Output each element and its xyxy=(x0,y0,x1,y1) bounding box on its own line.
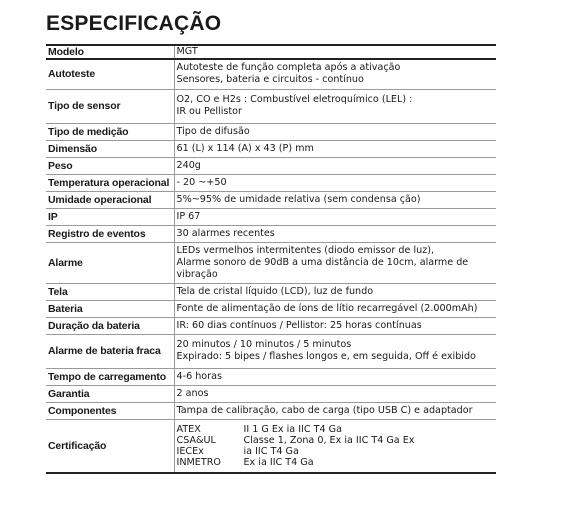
certification-list xyxy=(174,419,496,473)
spec-value-line: IP 67 xyxy=(176,210,201,222)
spec-value-line: 30 alarmes recentes xyxy=(176,227,275,239)
spec-value xyxy=(174,368,496,385)
spec-label: Bateria xyxy=(48,302,83,315)
spec-table-body xyxy=(46,45,496,473)
spec-value-line: MGT xyxy=(176,46,198,57)
spec-value-line: Tela de cristal líquido (LCD), luz de fundo xyxy=(176,285,374,297)
spec-row xyxy=(46,225,496,242)
certification-marking: Classe 1, Zona 0, Ex ia IIC T4 Ga Ex xyxy=(243,434,415,446)
spec-value xyxy=(174,89,496,123)
spec-value xyxy=(174,283,496,300)
spec-value-line: O2, CO e H2s : Combustível eletroquímico (LEL) : xyxy=(176,94,413,105)
spec-label: Garantia xyxy=(48,387,90,400)
spec-label: Tipo de medição xyxy=(48,125,129,138)
certification-body: IECEx xyxy=(176,445,204,457)
page-title: ESPECIFICAÇÃO xyxy=(46,12,222,35)
spec-value-line: - 20 ~+50 xyxy=(176,176,227,188)
spec-row xyxy=(46,59,496,89)
certification-body: INMETRO xyxy=(176,456,221,468)
spec-row xyxy=(46,208,496,225)
spec-label: Dimensão xyxy=(48,142,97,155)
spec-label: Certificação xyxy=(48,439,107,452)
spec-row-certification xyxy=(46,419,496,473)
certification-body: ATEX xyxy=(176,423,201,435)
spec-label: Autoteste xyxy=(48,68,96,81)
spec-label: Registro de eventos xyxy=(48,227,146,240)
spec-label: Duração da bateria xyxy=(48,319,140,332)
spec-label: Alarme xyxy=(48,256,83,269)
spec-value xyxy=(174,157,496,174)
spec-value-line: 240g xyxy=(176,159,201,171)
certification-body: CSA&UL xyxy=(176,434,216,446)
spec-value-line: 5%~95% de umidade relativa (sem condensa ção) xyxy=(176,193,421,205)
spec-row xyxy=(46,334,496,368)
spec-value xyxy=(174,317,496,334)
spec-value xyxy=(174,174,496,191)
spec-label: Temperatura operacional xyxy=(48,176,170,189)
certification-marking: ia IIC T4 Ga xyxy=(243,445,299,457)
spec-value xyxy=(174,191,496,208)
spec-value xyxy=(174,45,496,59)
spec-row xyxy=(46,45,496,59)
certification-marking: Ex ia IIC T4 Ga xyxy=(243,456,314,468)
spec-label: Umidade operacional xyxy=(48,193,152,206)
spec-value-line: 20 minutos / 10 minutos / 5 minutos xyxy=(176,339,352,350)
spec-value-line: 4-6 horas xyxy=(176,370,222,382)
spec-label: Modelo xyxy=(48,46,84,58)
spec-value xyxy=(174,385,496,402)
spec-value-line: 61 (L) x 114 (A) x 43 (P) mm xyxy=(176,142,314,154)
spec-label: Tela xyxy=(48,285,68,298)
spec-row xyxy=(46,242,496,283)
spec-row xyxy=(46,89,496,123)
spec-value xyxy=(174,123,496,140)
spec-row xyxy=(46,385,496,402)
spec-row xyxy=(46,317,496,334)
spec-row xyxy=(46,140,496,157)
spec-value xyxy=(174,59,496,89)
spec-value xyxy=(174,208,496,225)
spec-row xyxy=(46,402,496,419)
spec-value-line: Expirado: 5 bipes / flashes longos e, em seguida, Off é exibido xyxy=(176,351,476,362)
spec-value xyxy=(174,334,496,368)
spec-value-line: Fonte de alimentação de íons de lítio recarregável (2.000mAh) xyxy=(176,302,478,314)
spec-label: IP xyxy=(48,210,58,223)
spec-label: Tempo de carregamento xyxy=(48,370,167,383)
spec-value xyxy=(174,402,496,419)
spec-value-line: IR ou Pellistor xyxy=(176,106,242,117)
spec-value xyxy=(174,300,496,317)
spec-row xyxy=(46,123,496,140)
spec-row xyxy=(46,368,496,385)
spec-row xyxy=(46,157,496,174)
spec-value-line: Tampa de calibração, cabo de carga (tipo USB C) e adaptador xyxy=(176,404,473,416)
spec-value xyxy=(174,140,496,157)
spec-value-line: Autoteste de função completa após a ativação xyxy=(176,62,401,74)
spec-value-line: Tipo de difusão xyxy=(176,125,250,137)
spec-row xyxy=(46,300,496,317)
spec-label: Alarme de bateria fraca xyxy=(48,345,161,357)
spec-table xyxy=(46,44,496,474)
spec-row xyxy=(46,191,496,208)
spec-value-line: LEDs vermelhos intermitentes (diodo emissor de luz), xyxy=(176,244,435,256)
spec-value xyxy=(174,242,496,283)
spec-row xyxy=(46,174,496,191)
spec-label: Tipo de sensor xyxy=(48,100,121,112)
spec-value-line: Sensores, bateria e circuitos - contínuo xyxy=(176,74,364,86)
certification-grid xyxy=(177,424,497,468)
spec-value-line: 2 anos xyxy=(176,387,209,399)
spec-label: Componentes xyxy=(48,404,117,417)
certification-marking: II 1 G Ex ia IIC T4 Ga xyxy=(243,423,342,435)
spec-value-line: Alarme sonoro de 90dB a uma distância de 10cm, alarme de xyxy=(176,256,469,268)
spec-value-line: IR: 60 dias contínuos / Pellistor: 25 horas contínuas xyxy=(176,319,422,331)
spec-value-line: vibração xyxy=(176,268,218,280)
spec-label: Peso xyxy=(48,159,73,172)
spec-value xyxy=(174,225,496,242)
spec-row xyxy=(46,283,496,300)
